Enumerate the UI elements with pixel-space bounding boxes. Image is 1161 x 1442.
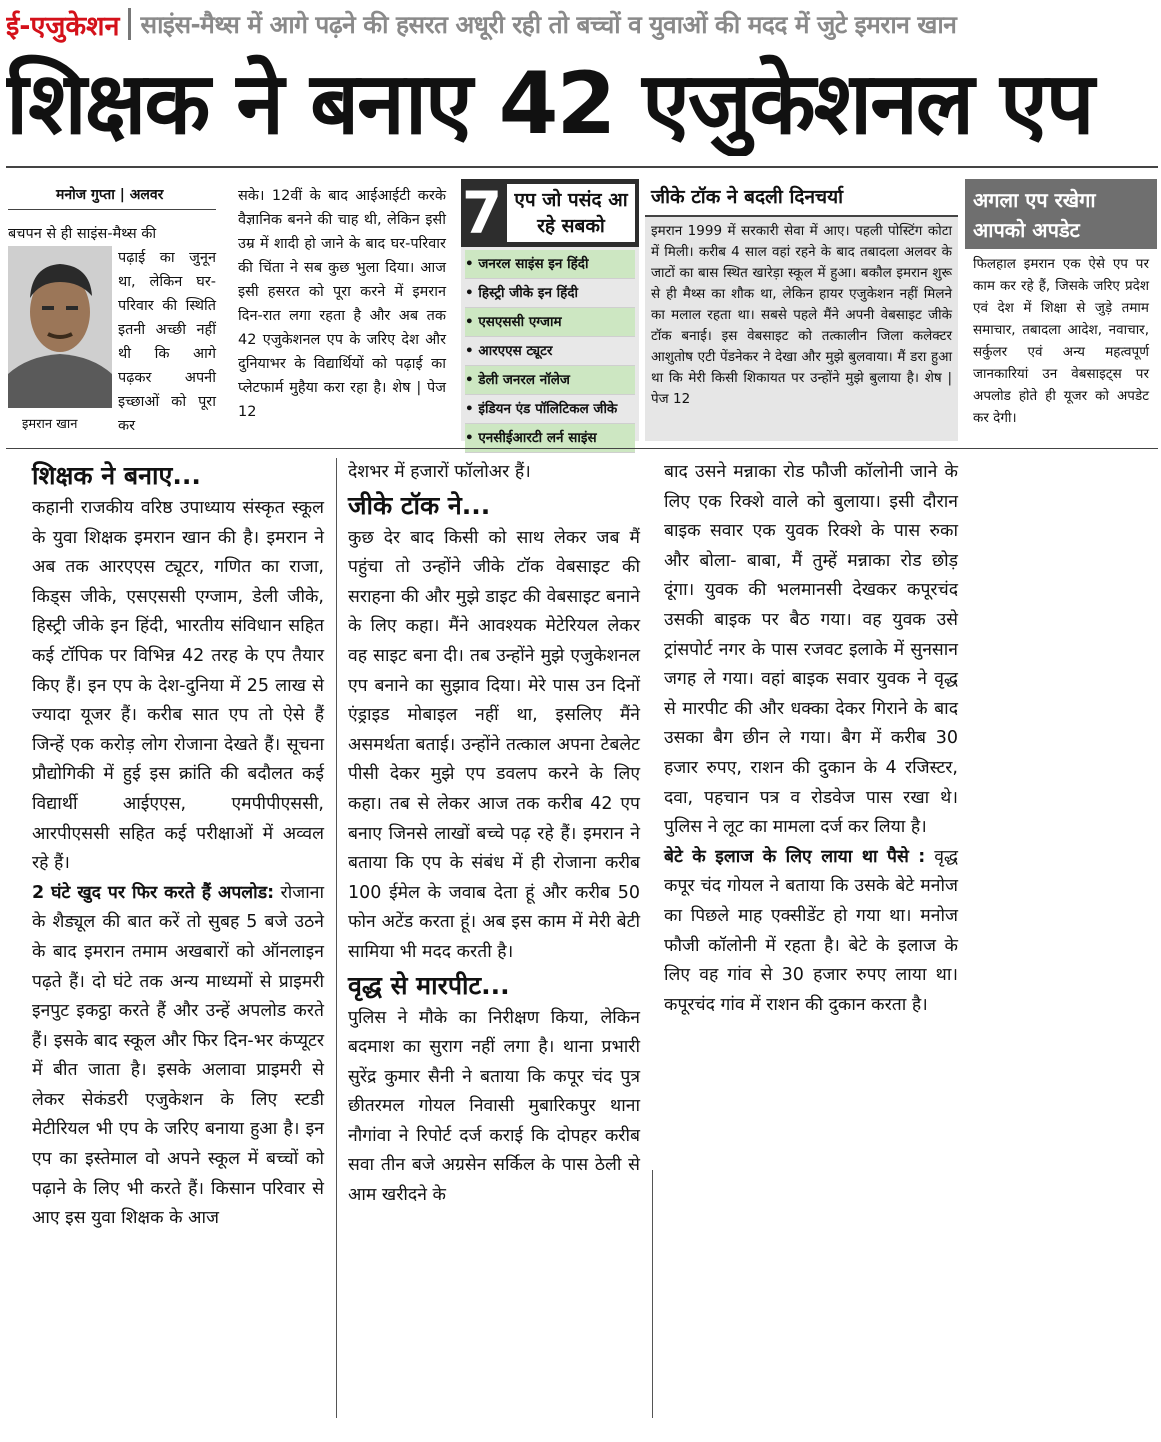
- article-column-3: [664, 458, 958, 1020]
- gk-talk-box: [645, 179, 958, 441]
- section-rule: [6, 448, 1158, 449]
- app-item: • एसएससी एग्जाम: [465, 308, 635, 337]
- reporter-photo: [8, 246, 112, 408]
- column3-paragraph-2: [664, 843, 958, 1021]
- apps-box-title: एप जो पसंद आ रहे सबको: [507, 184, 635, 242]
- column1-text-2: रोजाना के शैड्यूल की बात करें तो सुबह 5 बजे उठने के बाद इमरान तमाम अखबारों को ऑनलाइन पढ़ते हैं। दो घंटे तक अन्य माध्यमों से प्राइमरी इनपुट इकट्ठा करते हैं और उन्हें अपलोड करते हैं। इसके बाद स्कूल और फिर दिन-भर कंप्यूटर में बीत जाता है। इसके अलावा प्राइमरी से लेकर सेकंडरी एजुकेशन के लिए स्टडी मेटीरियल भी एप के जरिए बनाया हुआ है। इन एप का इस्तेमाल वो अपने स्कूल में बच्चों को पढ़ाने के लिए भी करते हैं। किसान परिवार से आए इस युवा शिक्षक के आज: [32, 882, 324, 1229]
- byline: मनोज गुप्ता | अलवर: [56, 187, 164, 203]
- column1-lead-2: 2 घंटे खुद पर फिर करते हैं अपलोड:: [32, 882, 275, 903]
- app-item: • आरएएस ट्यूटर: [465, 337, 635, 366]
- update-box-title: अगला एप रखेगा आपको अपडेट: [965, 179, 1157, 249]
- column-divider-2: [652, 1170, 653, 1418]
- update-box-body: फिलहाल इमरान एक ऐसे एप पर काम कर रहे हैं, जिसके जरिए प्रदेश एवं देश में शिक्षा से जुड़े तमाम समाचार, तबादला आदेश, नवाचार, सर्कुलर एवं अन्य महत्वपूर्ण जानकारियां उन वेबसाइट्स पर अपलोड होते ही यूजर को अपडेट कर देगी।: [973, 256, 1149, 426]
- byline-rule: [8, 209, 216, 210]
- column2-paragraph-1: कुछ देर बाद किसी को साथ लेकर जब मैं पहुंचा तो उन्होंने जीके टॉक वेबसाइट की सराहना की और मुझे डाइट की वेबसाइट बनाने के लिए कहा। मैंने आवश्यक मेटेरियल लेकर वह साइट बना दी। तब उन्होंने मुझे एजुकेशनल एप बनाने का सुझाव दिया। मेरे पास उन दिनों एंड्राइड मोबाइल नहीं था, इसलिए मैंने असमर्थता बताई। उन्होंने तत्काल अपना टेबलेट पीसी देकर मुझे एप डवलप करने के लिए कहा। तब से लेकर आज तक करीब 42 एप बनाए जिनसे लाखों बच्चे पढ़ रहे हैं। इमरान ने बताया कि एप के संबंध में ही रोजाना करीब 100 ईमेल के जवाब देता हूं और करीब 50 फोन अटेंड करता हूं। अब इस काम में मेरी बेटी सामिया भी मदद करती है।: [348, 527, 640, 962]
- apps-box-header: [461, 179, 639, 247]
- apps-count: 7: [461, 179, 503, 247]
- column3-lead-2: बेटे के इलाज के लिए लाया था पैसे :: [664, 846, 926, 867]
- kicker-divider: [128, 8, 131, 40]
- app-item: • हिस्ट्री जीके इन हिंदी: [465, 279, 635, 308]
- column1-paragraph-2: [32, 879, 324, 1234]
- subhead-gk-talk: जीके टॉक ने...: [348, 490, 491, 520]
- section-tag: ई-एजुकेशन: [6, 10, 120, 42]
- column-divider-1: [336, 458, 337, 1418]
- article-column-2: [348, 458, 640, 1211]
- portrait-icon: [8, 246, 112, 408]
- app-item: • डेली जनरल नॉलेज: [465, 366, 635, 395]
- column3-text-2: वृद्ध कपूर चंद गोयल ने बताया कि उसके बेटे मनोज का पिछले माह एक्सीडेंट हो गया था। मनोज फौजी कॉलोनी में रहता है। बेटे के इलाज के लिए वह गांव से 30 हजार रुपए लाया था। कपूरचंद गांव में राशन की दुकान करता है।: [664, 846, 958, 1015]
- intro-text-side: पढ़ाई का जुनून था, लेकिन घर-परिवार की स्थिति इतनी अच्छी नहीं थी कि आगे पढ़कर अपनी इच्छाओं को पूरा कर: [118, 250, 216, 434]
- intro-text-col2: सके। 12वीं के बाद आईआईटी करके वैज्ञानिक बनने की चाह थी, लेकिन इसी उम्र में शादी हो जाने के बाद घर-परिवार की चिंता ने सब कुछ भुला दिया। आज इसी हसरत को पूरा करने में इमरान दिन-रात लगा रहता है और अब तक 42 एजुकेशनल एप के जरिए देश और दुनियाभर के विद्यार्थियों को पढ़ाई का प्लेटफार्म मुहैया करा रहा है। शेष | पेज 12: [238, 188, 446, 420]
- column2-paragraph-2: पुलिस ने मौके का निरीक्षण किया, लेकिन बदमाश का सुराग नहीं लगा है। थाना प्रभारी सुरेंद्र कुमार सैनी ने बताया कि कपूर चंद पुत्र छीतरमल गोयल निवासी मुबारिकपुर थाना नौगांवा ने रिपोर्ट दर्ज कराई कि दोपहर करीब सवा तीन बजे अग्रसेन सर्किल के पास ठेली से आम खरीदने के: [348, 1007, 640, 1206]
- apps-box: [461, 179, 639, 446]
- subhead-shikshak: शिक्षक ने बनाए...: [32, 461, 201, 490]
- gk-box-body: इमरान 1999 में सरकारी सेवा में आए। पहली पोस्टिंग कोटा में मिली। करीब 4 साल वहां रहने के बाद तबादला अलवर के जाटों का बास स्थित खारेड़ा स्कूल में हुआ। बकौल इमरान शुरू से ही मैथ्स का शौक था, लेकिन हायर एजुकेशन नहीं मिलने का मलाल रहता था। सबसे पहले मैंने अपनी वेबसाइट जीके टॉक बनाई। इस वेबसाइट को तत्कालीन जिला कलेक्टर आशुतोष एटी पेंडनेकर ने देखा और मुझे बुलवाया। मैं डरा हुआ था कि मेरी किसी शिकायत पर उन्होंने मुझे बुलाया है। शेष | पेज 12: [651, 223, 952, 407]
- app-item: • जनरल साइंस इन हिंदी: [465, 250, 635, 279]
- column2-paragraph-0: देशभर में हजारों फॉलोअर हैं।: [348, 462, 531, 482]
- subhead-assault: वृद्ध से मारपीट...: [348, 970, 510, 1000]
- main-headline: शिक्षक ने बनाए 42 एजुकेशनल एप: [6, 54, 1093, 154]
- photo-caption: इमरान खान: [22, 417, 78, 432]
- kicker: [6, 4, 1156, 44]
- app-item: • एनसीईआरटी लर्न साइंस: [465, 424, 635, 453]
- article-column-1: [32, 458, 324, 1234]
- apps-list: [461, 247, 639, 456]
- app-item: • इंडियन एंड पॉलिटिकल जीके: [465, 395, 635, 424]
- gk-box-title: जीके टॉक ने बदली दिनचर्या: [645, 179, 958, 217]
- intro-text-top: बचपन से ही साइंस-मैथ्स की: [8, 226, 157, 242]
- update-box: [965, 179, 1157, 441]
- column1-paragraph-1: कहानी राजकीय वरिष्ठ उपाध्याय संस्कृत स्कूल के युवा शिक्षक इमरान खान की है। इमरान ने अब तक आरएएस ट्यूटर, गणित का राजा, किड्स जीके, एसएससी एग्जाम, डेली जीके, हिस्ट्री जीके इन हिंदी, भारतीय संविधान सहित कई टॉपिक पर विभिन्न 42 तरह के एप तैयार किए हैं। इन एप के देश-दुनिया में 25 लाख से ज्यादा यूजर हैं। करीब सात एप तो ऐसे हैं जिन्हें एक करोड़ लोग रोजाना देखते हैं। सूचना प्रौद्योगिकी में हुई इस क्रांति की बदौलत कई विद्यार्थी आईएएस, एमपीपीएससी, आरपीएससी सहित कई परीक्षाओं में अव्वल रहे हैं।: [32, 498, 324, 874]
- deck-headline: साइंस-मैथ्स में आगे पढ़ने की हसरत अधूरी रही तो बच्चों व युवाओं की मदद में जुटे इमरान खान: [140, 9, 957, 39]
- column3-paragraph-1: बाद उसने मन्नाका रोड फौजी कॉलोनी जाने के लिए एक रिक्शे वाले को बुलाया। इसी दौरान बाइक सवार एक युवक रिक्शे के पास रुका और बोला- बाबा, मैं तुम्हें मन्नाका रोड छोड़ दूंगा। युवक की भलमानसी देखकर कपूरचंद उसकी बाइक पर बैठ गया। वह युवक उसे ट्रांसपोर्ट नगर के पास रजवट इलाके में सुनसान जगह ले गया। वहां बाइक सवार युवक ने वृद्ध से मारपीट की और धक्का देकर गिराने के बाद उसका बैग छीन ले गया। बैग में करीब 30 हजार रुपए, राशन की दुकान के 4 रजिस्टर, दवा, पहचान पत्र व रोडवेज पास रखा थे। पुलिस ने लूट का मामला दर्ज कर लिया है।: [664, 462, 958, 838]
- top-rule: [6, 166, 1158, 168]
